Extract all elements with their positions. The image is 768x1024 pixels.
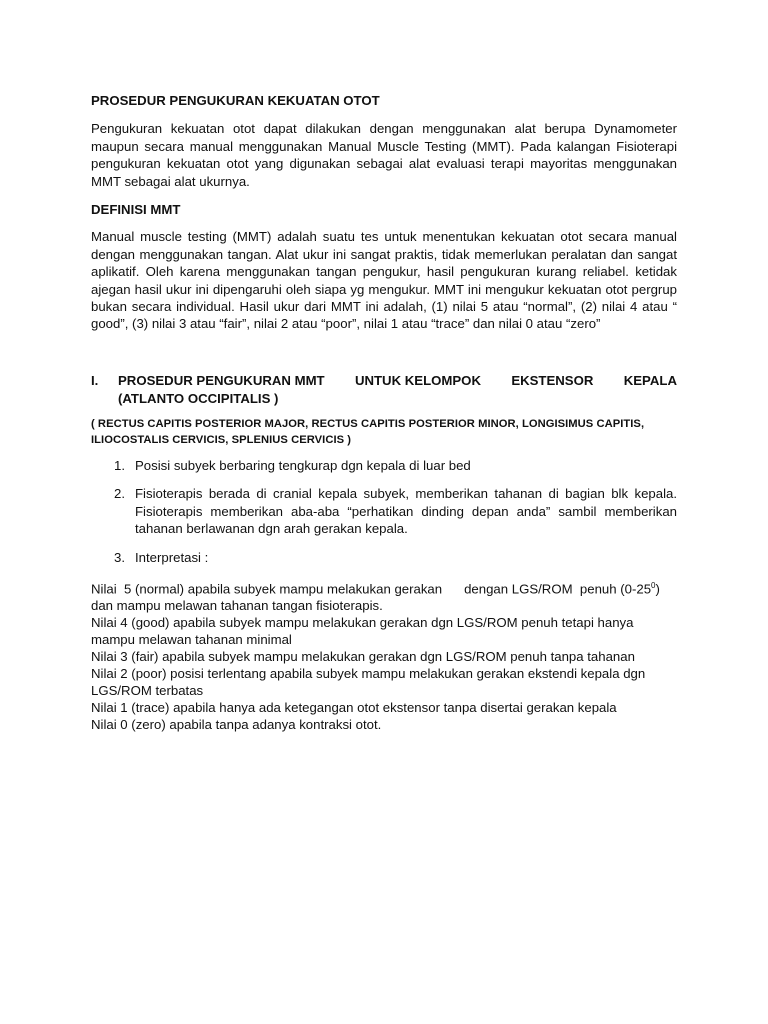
intro-paragraph: Pengukuran kekuatan otot dapat dilakukan dengan menggunakan alat berupa Dynamometer maupun secara manual menggunakan Manual Muscle Testing (MMT). Pada kalangan Fisioterapi pengukuran kekuatan otot yang digunakan sebagai alat evaluasi terapi mayoritas menggunakan MMT sebagai alat ukurnya.: [91, 121, 677, 189]
step-number: 2.: [114, 486, 125, 502]
procedure-steps: [91, 457, 677, 566]
section-heading-word: EKSTENSOR: [511, 372, 594, 388]
section-heading-line1: [118, 372, 677, 390]
degree-superscript: 0: [651, 580, 656, 590]
list-item: [91, 457, 677, 474]
step-text: Fisioterapis berada di cranial kepala subyek, memberikan tahanan di bagian blk kepala. Fisioterapis memberikan aba-aba “perhatikan dinding depan anda” sambil memberikan tahanan berlawanan dgn arah gerakan kepala.: [135, 486, 677, 537]
step-number: 3.: [114, 549, 125, 565]
interpretation-item: Nilai 2 (poor) posisi terlentang apabila subyek mampu melakukan gerakan ekstendi kepala dgn LGS/ROM terbatas: [91, 666, 646, 699]
section-heading-word: PROSEDUR PENGUKURAN MMT: [118, 372, 325, 388]
section-heading-line2: (ATLANTO OCCIPITALIS ): [118, 390, 279, 406]
section-heading-word: UNTUK KELOMPOK: [354, 372, 481, 388]
section-heading-word: KEPALA: [623, 372, 677, 388]
step-text: Interpretasi :: [135, 549, 209, 565]
interpretation-text: Nilai 5 (normal) apabila subyek mampu melakukan gerakan dengan LGS/ROM penuh (0-25: [91, 581, 652, 597]
definition-heading: DEFINISI MMT: [91, 202, 181, 218]
interpretation-text: ) dan mampu melawan tahanan tangan fisioterapis.: [91, 581, 664, 614]
definition-paragraph: Manual muscle testing (MMT) adalah suatu tes untuk menentukan kekuatan otot secara manual dengan menggunakan tangan. Alat ukur ini sangat praktis, tidak memerlukan peralatan dan sangat aplikatif. Oleh karena menggunakan tangan pengukur, hasil pengukuran kurang reliabel. ketidak ajegan hasil ukur ini dipengaruhi oleh siapa yg mengukur. MMT ini mengukur kekuatan otot pergrup bukan secara individual. Hasil ukur dari MMT ini adalah, (1) nilai 5 atau “normal”, (2) nilai 4 atau “ good”, (3) nilai 3 atau “fair”, nilai 2 atau “poor”, nilai 1 atau “trace” dan nilai 0 atau “zero”: [91, 229, 677, 332]
list-item: [91, 549, 677, 566]
interpretation-item: Nilai 1 (trace) apabila hanya ada ketegangan otot ekstensor tanpa disertai gerakan kepala: [91, 700, 617, 716]
interpretation-item: Nilai 0 (zero) apabila tanpa adanya kontraksi otot.: [91, 717, 382, 733]
document-title: PROSEDUR PENGUKURAN KEKUATAN OTOT: [91, 93, 380, 108]
muscle-list: ( RECTUS CAPITIS POSTERIOR MAJOR, RECTUS CAPITIS POSTERIOR MINOR, LONGISIMUS CAPITIS, ILIOCOSTALIS CERVICIS, SPLENIUS CERVICIS ): [91, 417, 645, 446]
list-item: [91, 485, 677, 537]
document-body: [91, 92, 677, 733]
interpretation-item: Nilai 4 (good) apabila subyek mampu melakukan gerakan dgn LGS/ROM penuh tetapi hanya mampu melawan tahanan minimal: [91, 615, 634, 648]
step-text: Posisi subyek berbaring tengkurap dgn kepala di luar bed: [135, 457, 471, 473]
interpretation-list: [91, 577, 677, 733]
interpretation-item: Nilai 3 (fair) apabila subyek mampu melakukan gerakan dgn LGS/ROM penuh tanpa tahanan: [91, 649, 635, 665]
interpretation-item: [91, 577, 677, 614]
section-heading: [91, 372, 677, 408]
step-number: 1.: [114, 457, 125, 473]
section-number: I.: [91, 372, 99, 388]
